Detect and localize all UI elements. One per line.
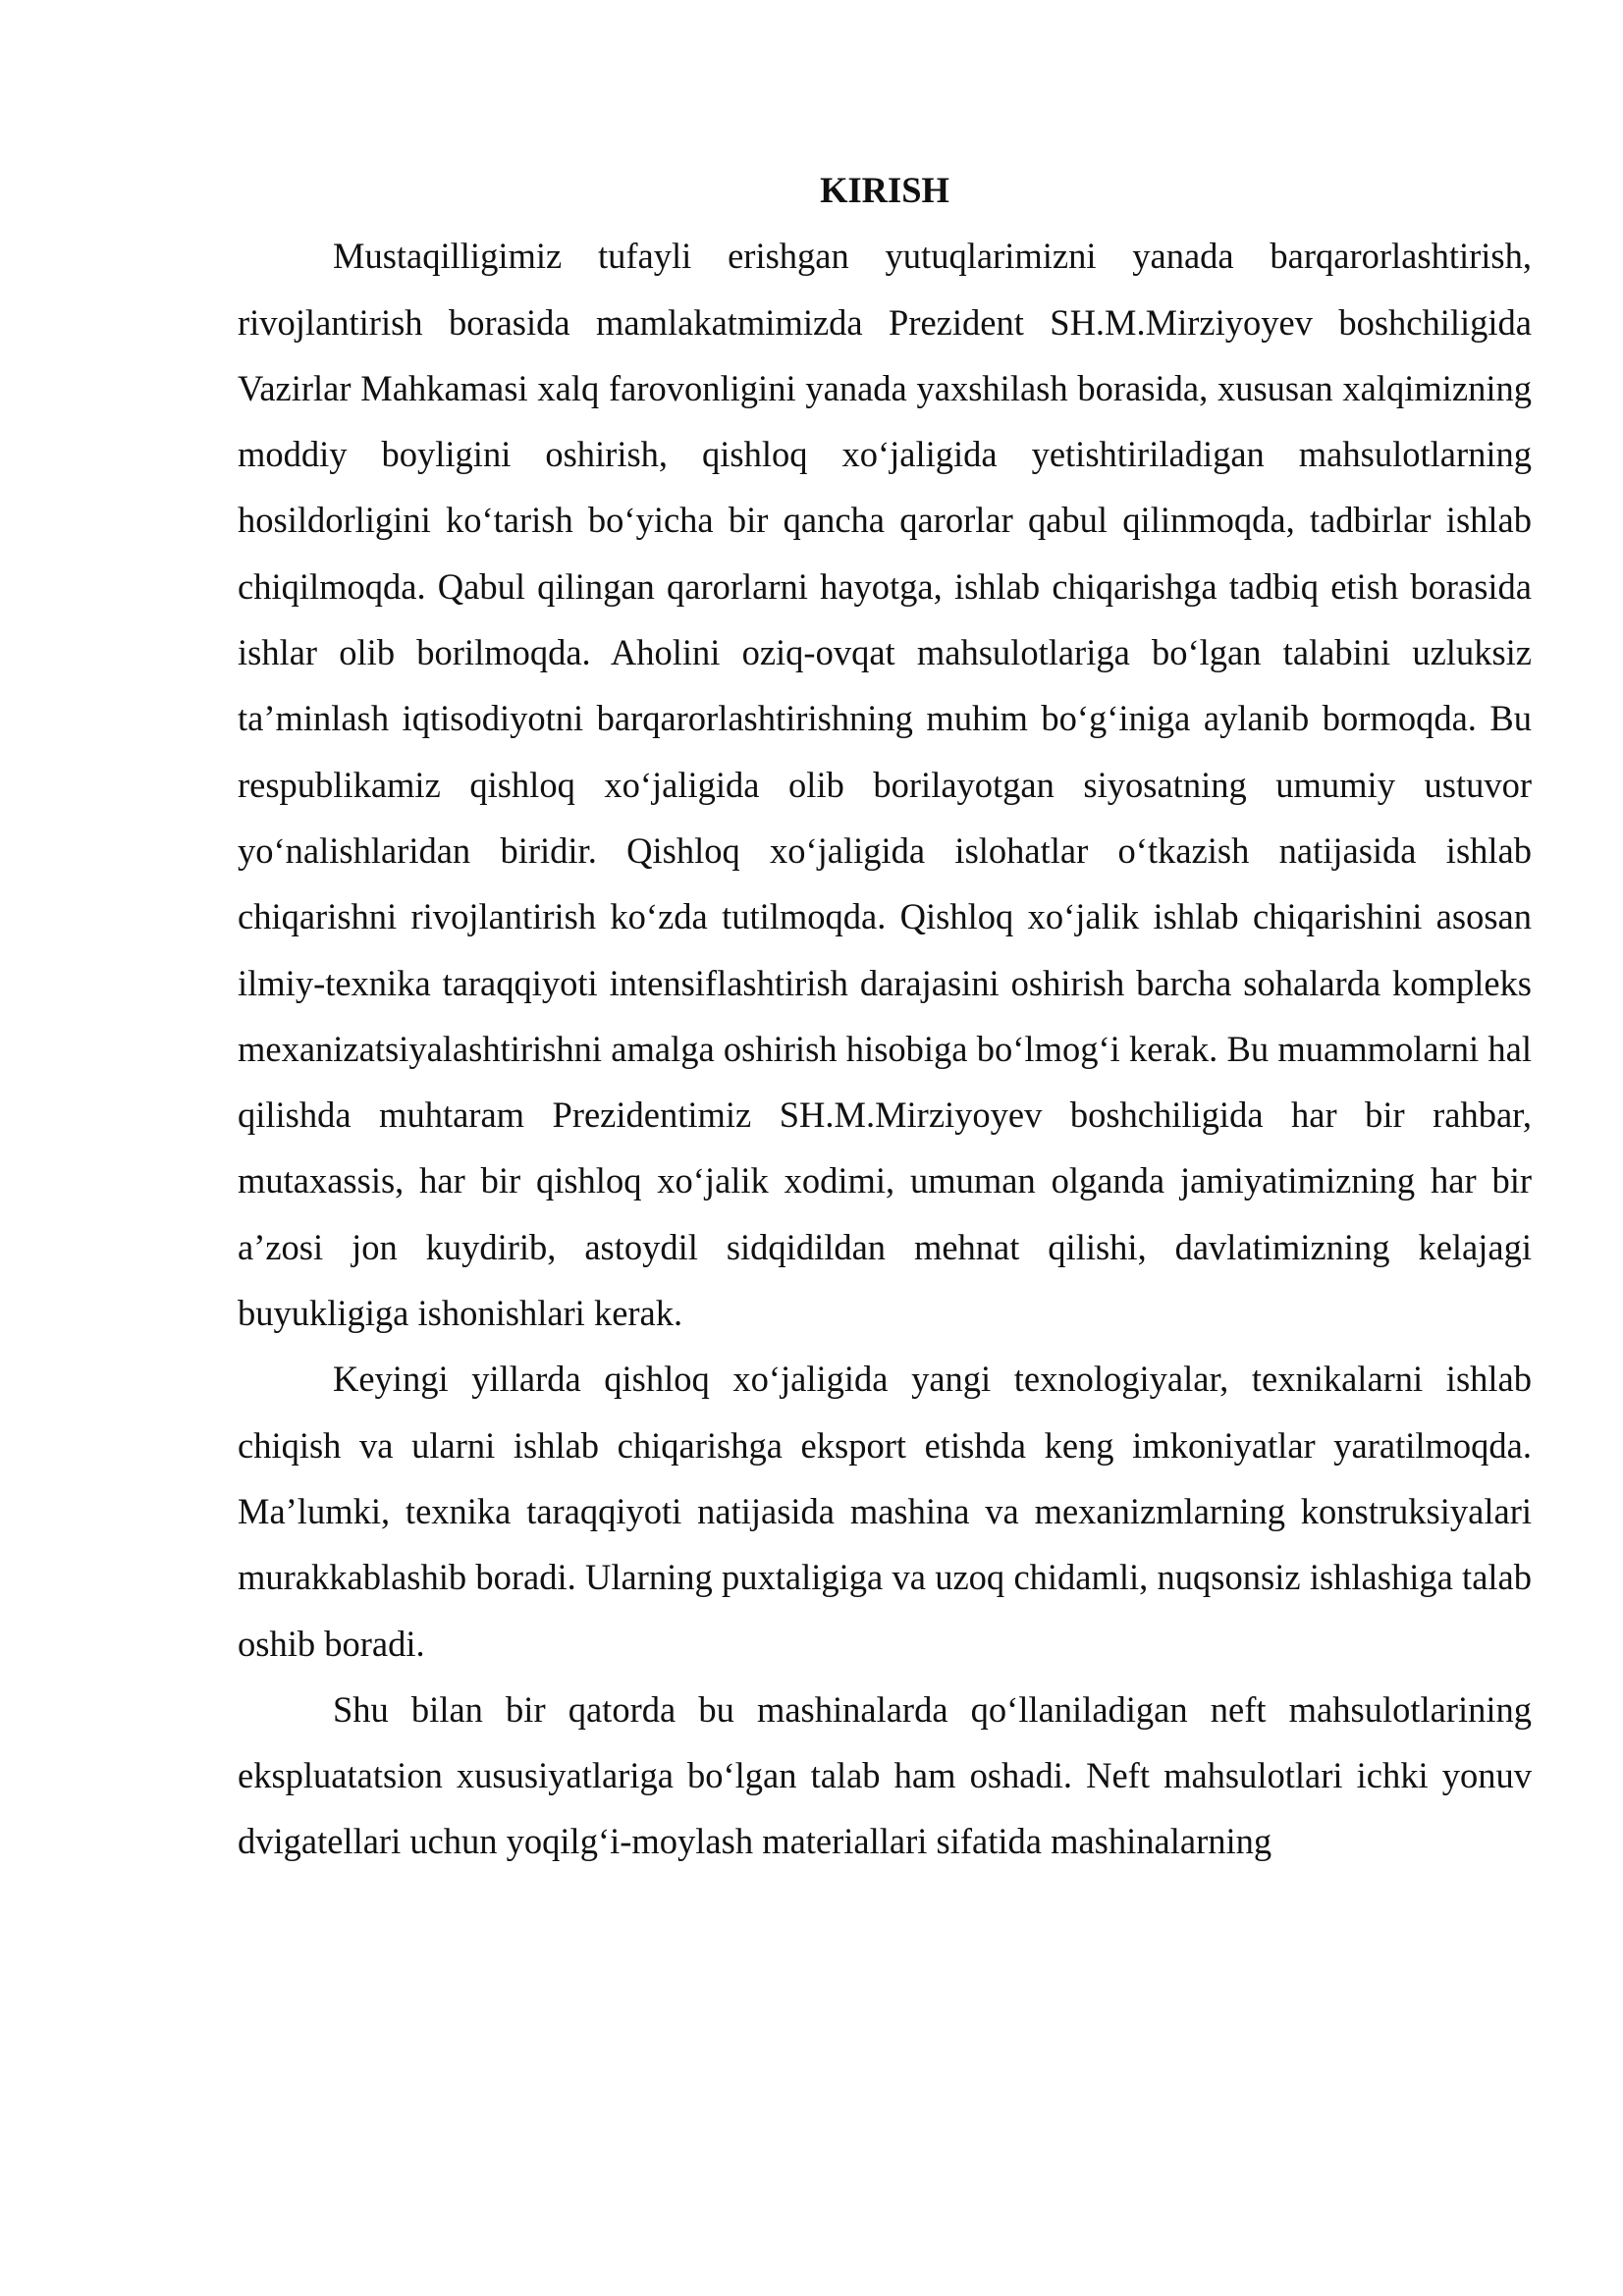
paragraph-2: Keyingi yillarda qishloq xo‘jaligida yangi texnologiyalar, texnikalarni ishlab chiqish va ularni ishlab chiqarishga eksport etishda keng imkoniyatlar yaratilmoqda. Ma’lumki, texnika taraqqiyoti natijasida mashina va mexanizmlarning konstruksiyalari murakkablashib boradi. Ularning puxtaligiga va uzoq chidamli, nuqsonsiz ishlashiga talab oshib boradi. xyxy=(238,1359,1532,1664)
page-title: KIRISH xyxy=(820,170,949,210)
paragraph-1: Mustaqilligimiz tufayli erishgan yutuqlarimizni yanada barqarorlashtirish, rivojlantirish borasida mamlakatmimizda Prezident SH.M.Mirziyoyev boshchiligida Vazirlar Mahkamasi xalq farovonligini yanada yaxshilash borasida, xususan xalqimizning moddiy boyligini oshirish, qishloq xo‘jaligida yetishtiriladigan mahsulotlarning hosildorligini ko‘tarish bo‘yicha bir qancha qarorlar qabul qilinmoqda, tadbirlar ishlab chiqilmoqda. Qabul qilingan qarorlarni hayotga, ishlab chiqarishga tadbiq etish borasida ishlar olib borilmoqda. Aholini oziq-ovqat mahsulotlariga bo‘lgan talabini uzluksiz ta’minlash iqtisodiyotni barqarorlashtirishning muhim bo‘g‘iniga aylanib bormoqda. Bu respublikamiz qishloq xo‘jaligida olib borilayotgan siyosatning umumiy ustuvor yo‘nalishlaridan biridir. Qishloq xo‘jaligida islohatlar o‘tkazish natijasida ishlab chiqarishni rivojlantirish ko‘zda tutilmoqda. Qishloq xo‘jalik ishlab chiqarishini asosan ilmiy-texnika taraqqiyoti intensiflashtirish darajasini oshirish barcha sohalarda kompleks mexanizatsiyalashtirishni amalga oshirish hisobiga bo‘lmog‘i kerak. Bu muammolarni hal qilishda muhtaram Prezidentimiz SH.M.Mirziyoyev boshchiligida har bir rahbar, mutaxassis, har bir qishloq xo‘jalik xodimi, umuman olganda jamiyatimizning har bir a’zosi jon kuydirib, astoydil sidqidildan mehnat qilishi, davlatimizning kelajagi buyukligiga ishonishlari kerak. xyxy=(238,236,1532,1334)
paragraph-3: Shu bilan bir qatorda bu mashinalarda qo‘llaniladigan neft mahsulotlarining ekspluatatsion xususiyatlariga bo‘lgan talab ham oshadi. Neft mahsulotlari ichki yonuv dvigatellari uchun yoqilg‘i-moylash materiallari sifatida mashinalarning xyxy=(238,1688,1532,1862)
page-content xyxy=(238,157,1532,1875)
